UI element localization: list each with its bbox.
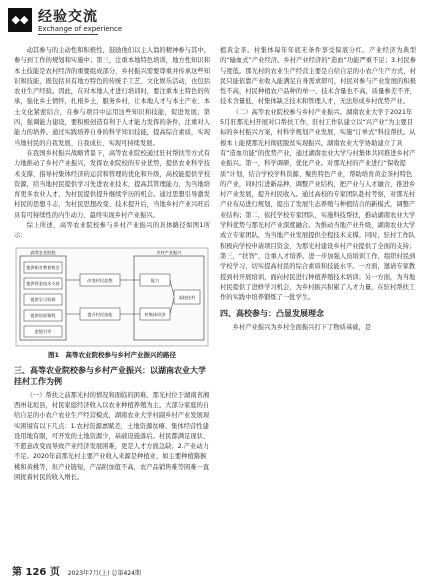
box-label: 改变村民思想	[87, 277, 113, 283]
figure-caption: 图1 高等农业院校参与乡村产业振兴的路径	[47, 350, 177, 359]
box-label: 提供培训课程	[30, 312, 56, 318]
box-label: 提供学习资源	[30, 296, 56, 302]
left-column	[14, 46, 210, 483]
box-label: 能力	[150, 277, 160, 283]
column-logo-icon: ◆◆	[8, 8, 32, 32]
column-title: 经验交流	[38, 9, 98, 25]
section-heading: 四、高校参与：凸显发展理念	[220, 309, 324, 319]
box-label: 提升村民技能	[87, 311, 113, 317]
box-label: 提供职业教育机会	[26, 264, 60, 270]
header-divider	[38, 34, 98, 35]
page-header	[0, 0, 427, 44]
right-column	[220, 46, 416, 334]
box-label: 思想引导	[34, 328, 52, 334]
paragraph: 综上所述，高等农业院校参与乡村产业振兴的具体路径如图1所示：	[14, 222, 210, 240]
box-label: 高校挂村	[178, 294, 196, 300]
section-heading: 三、高等农业院校参与乡村产业振兴：以湖南农业大学挂村工作为例	[14, 365, 206, 386]
paragraph: 动其参与的主动性和积极性，鼓励他们以主人翁的精神参与其中，参与到工作的规划和实施中；第三，注重本地特色培训，地方性知识和本土技能是农村经济的重要组成部分，乡村振兴需要尊重并传承这些知识和技能，既包括具有地方特色的传统手工艺、文化娱乐活动，也包括农业生产经验。因此，在对本地人才进行培训时，要注重本土特色的传承，强化乡土情怀，扎根乡土，服务乡村，让本地人才与本土产业、本土文化紧密结合，在参与项目中运用这些知识和技能，促进发展；第四，强调能力建设，要积极创造有利于人才能力发挥的条件，注重对人能力的培养。通过实践培养自身的科学知识技能，提高综合素质，实现当地村民的自我发展、自我成长、实现可持续发展。	[14, 47, 210, 147]
group-label-college: 高等农业院校	[30, 249, 56, 255]
paragraph: 植黄金茶。村集体每年年底无条件享受保底分红。产业经济为典型的“输血式”产业经济。乡村产业经济的“造血”功能严重不足；3.村民参与度低。那光村的农业生产经营主要是自给自足的小农户生产方式，村民只能依靠产业收入能满足自身需求即可，村民对参与产业发展的积极性不高，村民种植农户品种的单一、技术含量也不高，质量参差不齐，技术含量低、村集体缺乏技术和管理人才，无法形成乡村优势产业。	[220, 47, 416, 106]
page-number: 第 126 页	[12, 567, 60, 578]
paragraph: 乡村产业振兴为乡村全面振兴打下了物质基础，是	[232, 324, 372, 332]
issue-info: 2023年7月(上) 总第424期	[67, 570, 141, 577]
paragraph: （一）帮扶之前那光村的情况和面临的困难。那光村位于湖南省湘西州花垣县，村民家庭经济收入以农业种植养殖为主。大部分家庭的自给自足的小农户农业生产经营模式，湖南农业大学村副乡村产业发展现实困境有以下几点：1.农村资源禀赋差，土地资源贫瘠、集体经营性建设用地有限，可开发的土地资源少，基础设施落后。村民都满足现状、不愿意改变而导致产业经济发展困难，更是人才方面急缺；2.产业动力不足。2020年前那光村主要产业收入来源是种植业，如主要种植猕猴桃和黄桃等，但产业链短，产品附加值不高，农产品销售难等困难一直困扰着村民的收入增长。	[14, 391, 210, 482]
box-label: 提供资金技术支持	[26, 280, 60, 286]
box-label: 村集体经济	[144, 311, 166, 317]
page-footer	[12, 563, 141, 578]
figure-diagram	[14, 246, 210, 348]
paragraph: 在我国乡村振兴战略背景下，高等农业院校通过驻村帮扶等方式有力地推动了乡村产业振兴，发挥农业院校的专业优势，提供农业科学技术支撑，指导村集体经济的运营和管理的优化和升级，高校能提供学校资源，给当地村民提供学习先进农业技术，提高其管理能力，为当地培育更多农业人才，为村民提供提升继续学历的机会。通过思想引导激发村民的思想斗志，为村民思想改变、技术提升后，当地乡村产业兴旺后具有可持续性的内生动力，最终实现乡村产业振兴。	[14, 149, 210, 219]
paragraph: （二）高等农业院校参与乡村产业振兴。湖南农业大学于2021年5月驻那光村开展对口帮扶工作，驻村工作队建立以“兴产业”为主要目标的乡村振兴方案，村科学规划产业发展，实施“订单式”科技帮扶。从根本上能使那光村彻底脱贫实现振兴。湖南农业大学协助建立了具有“造血功能”的优势产业，通过湖南农业大学与村集体共同推进乡村产业振兴。第一，科学调研，优化产业。对那光村的产业进行“保收提质”计划，结合学校学科资源、聚焦特色产业，帮助培育黄金茶村特色的产业，同时引进新品种，调整产业结构，把产业与人才融合，推进乡村产业发展，提升村民收入。通过高校的专家团队赴村考察，对那光村产业布局进行规划，提出了发展生态养殖与种植结合的新模式，调整产业结构；第二，依托学校专家团队，实施科技帮扶，推动湖南农业大学学科优势与那光村产业深度融合。为推动当地产业升级，湖南农业大学成立专家团队，为当地产业发展提供全程技术支撑。同时，驻村工作队积极向学校申请项目资金，为那光村建设乡村产业提供了全面的支持；第三，“扶智”，注重人才培养。进一步加强人员培训工作，组织村民到学校学习，切实提高村民的综合素质和技能水平。一方面，邀请专家教授到村开展培训，面向村民进行种植养殖技术培训；另一方面，为当地村民提供了进修学习机会，为乡村振兴积累了人才力量，在驻村帮扶工作的实践中培养锻炼了一批学生。	[220, 108, 416, 302]
column-subtitle: Exchange of experience	[38, 25, 123, 33]
group-label-revitalization: 乡村产业振兴	[156, 249, 182, 255]
